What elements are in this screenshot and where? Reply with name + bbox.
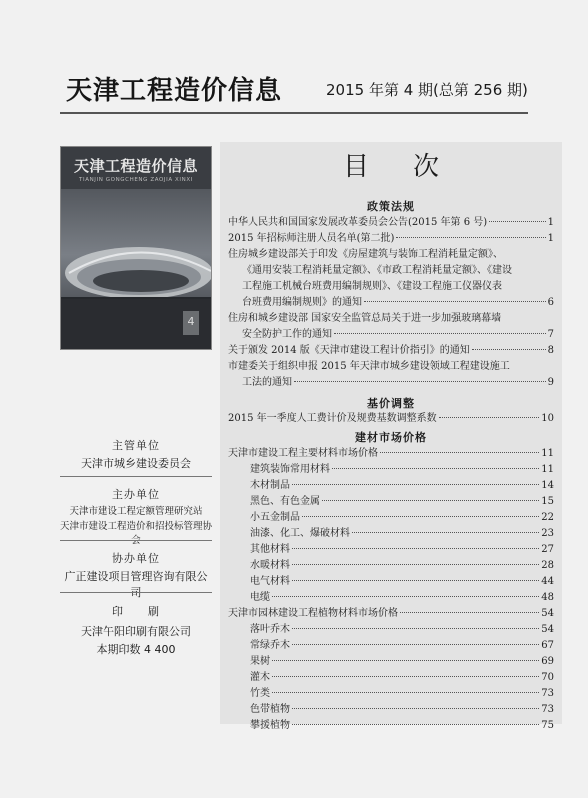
leader-dots — [292, 548, 539, 549]
leader-dots — [380, 452, 539, 453]
stadium-bowl — [93, 270, 189, 292]
masthead-title: 天津工程造价信息 — [66, 76, 283, 106]
toc-entry-page: 28 — [541, 560, 554, 571]
toc-entry-title-cont[interactable]: 《通用安装工程消耗量定额》、《市政工程消耗量定额》、《建设 — [242, 265, 512, 276]
toc-entry[interactable] — [228, 343, 554, 359]
toc-sub-entry[interactable] — [250, 686, 554, 702]
toc-entry[interactable] — [228, 215, 554, 231]
toc-title: 目次 — [342, 152, 483, 182]
toc-entry[interactable] — [242, 295, 554, 311]
leader-dots — [292, 708, 539, 709]
section-heading-price-adjust: 基价调整 — [367, 397, 415, 410]
toc-entry-page: 75 — [541, 720, 554, 731]
toc-entry-page: 69 — [541, 656, 554, 667]
toc-entry-title: 其他材料 — [250, 544, 290, 555]
toc-entry-page: 67 — [541, 640, 554, 651]
leader-dots — [292, 484, 539, 485]
table-of-contents — [220, 142, 562, 731]
toc-entry-title: 电缆 — [250, 592, 270, 603]
leader-dots — [396, 237, 545, 238]
info-heading-co-sponsor: 协办单位 — [112, 552, 160, 565]
toc-entry-page: 27 — [541, 544, 554, 555]
leader-dots — [292, 564, 539, 565]
info-divider — [60, 540, 212, 541]
toc-entry-title: 2015 年招标师注册人员名单(第二批) — [228, 233, 395, 244]
leader-dots — [334, 333, 546, 334]
leader-dots — [322, 500, 539, 501]
leader-dots — [294, 381, 546, 382]
info-divider — [60, 592, 212, 593]
leader-dots — [439, 417, 540, 418]
masthead-rule — [60, 112, 528, 114]
cover-issue-number: 4 — [183, 311, 199, 335]
cover-pinyin: TIANJIN GONGCHENG ZAOJIA XINXI — [79, 177, 193, 183]
toc-entry-page: 22 — [541, 512, 554, 523]
toc-entry-title: 关于颁发 2014 版《天津市建设工程计价指引》的通知 — [228, 345, 470, 356]
toc-entry-title[interactable]: 住房和城乡建设部 国家安全监管总局关于进一步加强玻璃幕墙 — [228, 313, 502, 324]
leader-dots — [292, 724, 539, 725]
toc-entry-page: 73 — [541, 688, 554, 699]
toc-entry-page: 11 — [541, 448, 554, 459]
toc-entry-title[interactable]: 住房城乡建设部关于印发《房屋建筑与装饰工程消耗量定额》、 — [228, 249, 503, 260]
toc-entry[interactable] — [228, 446, 554, 462]
info-value-print-run: 本期印数 4 400 — [96, 643, 176, 656]
toc-entry-page: 14 — [541, 480, 554, 491]
leader-dots — [292, 580, 539, 581]
toc-sub-entry[interactable] — [250, 494, 554, 510]
section-heading-policy: 政策法规 — [367, 200, 415, 213]
info-heading-supervisor: 主管单位 — [112, 439, 160, 452]
cover-image — [60, 146, 212, 350]
info-value-sponsor-1: 天津市建设工程定额管理研究站 — [69, 506, 203, 517]
toc-sub-entry[interactable] — [250, 638, 554, 654]
toc-entry-page: 7 — [547, 329, 554, 340]
toc-entry-title: 天津市园林建设工程植物材料市场价格 — [228, 608, 398, 619]
leader-dots — [272, 692, 539, 693]
toc-entry-page: 15 — [541, 496, 554, 507]
toc-sub-entry[interactable] — [250, 654, 554, 670]
toc-entry-page: 54 — [541, 608, 554, 619]
toc-entry-title: 天津市建设工程主要材料市场价格 — [228, 448, 378, 459]
toc-entry-page: 73 — [541, 704, 554, 715]
toc-entry-title[interactable]: 市建委关于组织申报 2015 年天津市城乡建设领域工程建设施工 — [228, 361, 510, 372]
toc-sub-entry[interactable] — [250, 670, 554, 686]
toc-entry[interactable] — [228, 606, 554, 622]
toc-entry-title: 黑色、有色金属 — [250, 496, 320, 507]
toc-entry-title: 水暖材料 — [250, 560, 290, 571]
toc-entry-page: 1 — [547, 217, 554, 228]
toc-entry[interactable] — [228, 411, 554, 427]
toc-sub-entry[interactable] — [250, 478, 554, 494]
leader-dots — [292, 628, 539, 629]
toc-entry-page: 1 — [547, 233, 554, 244]
toc-entry-title: 建筑装饰常用材料 — [250, 464, 330, 475]
toc-entry-title: 电气材料 — [250, 576, 290, 587]
toc-entry-title: 灌木 — [250, 672, 270, 683]
leader-dots — [272, 676, 539, 677]
info-heading-sponsor: 主办单位 — [112, 488, 160, 501]
leader-dots — [272, 660, 539, 661]
toc-entry-page: 44 — [541, 576, 554, 587]
leader-dots — [364, 301, 546, 302]
toc-entry-title: 竹类 — [250, 688, 270, 699]
toc-sub-entry[interactable] — [250, 622, 554, 638]
toc-entry-title-cont: 安全防护工作的通知 — [242, 329, 332, 340]
info-value-sponsor-2: 天津市建设工程造价和招投标管理协 — [60, 521, 213, 532]
leader-dots — [272, 596, 539, 597]
toc-entry-title-cont: 工法的通知 — [242, 377, 292, 388]
toc-entry-page: 10 — [541, 413, 554, 424]
toc-entry-page: 11 — [541, 464, 554, 475]
toc-entry-page: 6 — [547, 297, 554, 308]
toc-entry-page: 8 — [547, 345, 554, 356]
info-heading-printer: 印 刷 — [112, 605, 160, 618]
toc-sub-entry[interactable] — [250, 526, 554, 542]
toc-entry-title: 油漆、化工、爆破材料 — [250, 528, 350, 539]
leader-dots — [400, 612, 539, 613]
toc-entry[interactable] — [242, 327, 554, 343]
info-divider — [60, 476, 212, 477]
info-value-supervisor: 天津市城乡建设委员会 — [81, 457, 191, 470]
toc-entry-title-cont[interactable]: 工程施工机械台班费用编制规则》、《建设工程施工仪器仪表 — [242, 281, 502, 292]
toc-sub-entry[interactable] — [250, 542, 554, 558]
leader-dots — [332, 468, 539, 469]
toc-entry-title: 小五金制品 — [250, 512, 300, 523]
toc-sub-entry[interactable] — [250, 558, 554, 574]
toc-entry[interactable] — [228, 231, 554, 247]
leader-dots — [302, 516, 539, 517]
toc-sub-entry[interactable] — [250, 574, 554, 590]
toc-entry-title: 色带植物 — [250, 704, 290, 715]
toc-entry-page: 48 — [541, 592, 554, 603]
toc-entry-title: 中华人民共和国国家发展改革委员会公告(2015 年第 6 号) — [228, 217, 488, 228]
toc-entry-page: 54 — [541, 624, 554, 635]
toc-sub-entry[interactable] — [250, 702, 554, 718]
toc-sub-entry[interactable] — [250, 462, 554, 478]
toc-entry-page: 70 — [541, 672, 554, 683]
toc-sub-entry[interactable] — [250, 718, 554, 731]
issue-number: 2015 年第 4 期(总第 256 期) — [326, 81, 528, 99]
info-value-co-sponsor: 广正建设项目管理咨询有限公司 — [64, 570, 208, 599]
cover-title: 天津工程造价信息 — [73, 157, 198, 175]
leader-dots — [292, 644, 539, 645]
toc-entry-title: 常绿乔木 — [250, 640, 290, 651]
toc-entry-page: 23 — [541, 528, 554, 539]
toc-entry-title: 攀援植物 — [250, 720, 290, 731]
leader-dots — [489, 221, 545, 222]
toc-entry-title: 落叶乔木 — [250, 624, 290, 635]
toc-entry-page: 9 — [547, 377, 554, 388]
leader-dots — [352, 532, 539, 533]
toc-entry-title-cont: 台班费用编制规则》的通知 — [242, 297, 362, 308]
leader-dots — [472, 349, 546, 350]
section-heading-material-prices: 建材市场价格 — [355, 431, 427, 444]
toc-entry[interactable] — [242, 375, 554, 391]
toc-sub-entry[interactable] — [250, 510, 554, 526]
toc-entry-title: 木材制品 — [250, 480, 290, 491]
toc-sub-entry[interactable] — [250, 590, 554, 606]
toc-entry-title: 果树 — [250, 656, 270, 667]
toc-entry-title: 2015 年一季度人工费计价及规费基数调整系数 — [228, 413, 437, 424]
info-value-printer: 天津午阳印刷有限公司 — [81, 625, 191, 638]
